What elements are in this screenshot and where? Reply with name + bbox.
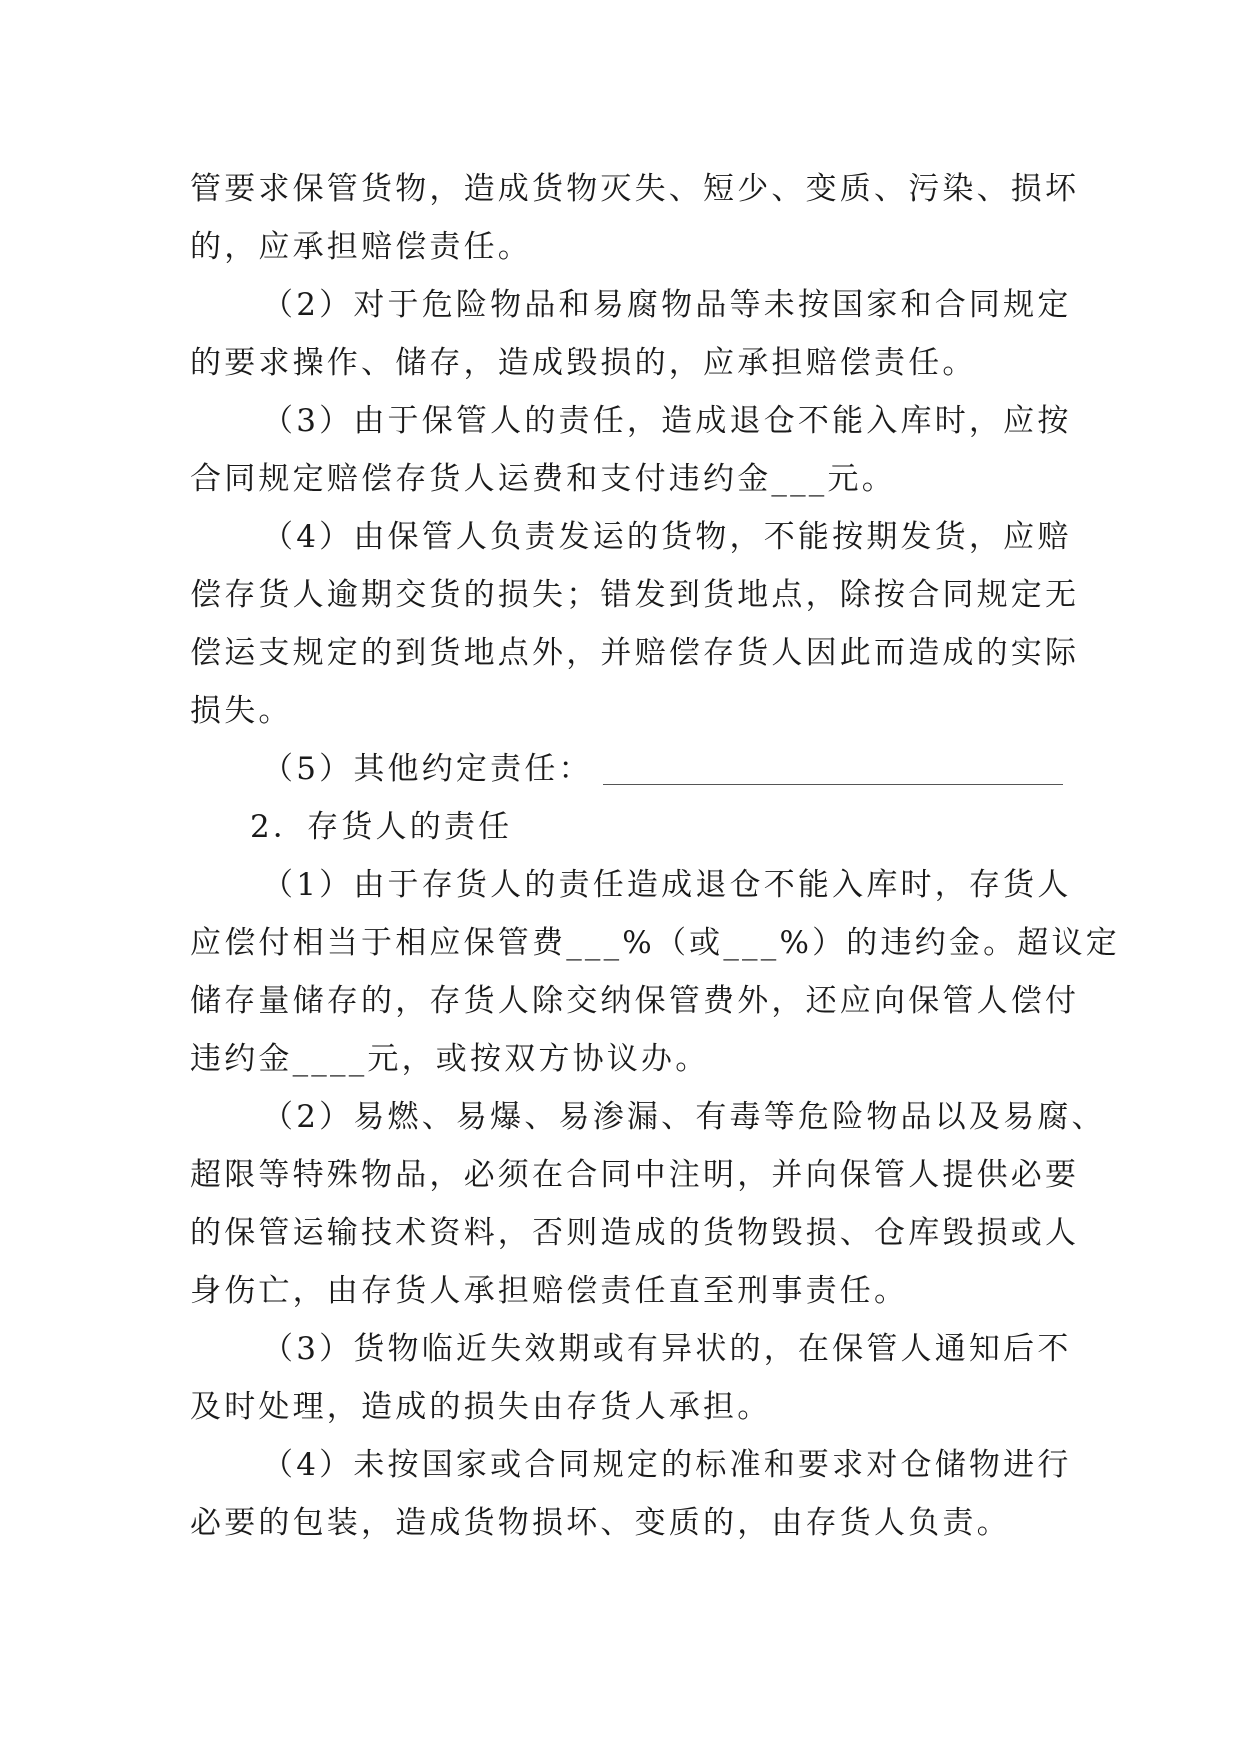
text-line: 偿运支规定的到货地点外，并赔偿存货人因此而造成的实际 [190,635,1080,671]
document-body [190,160,1120,1552]
text-line: 管要求保管货物，造成货物灭失、短少、变质、污染、损坏 [190,171,1080,207]
text-line: 违约金____元，或按双方协议办。 [190,1041,710,1077]
text-line: 的保管运输技术资料，否则造成的货物毁损、仓库毁损或人 [190,1215,1080,1251]
clause-2-2-4: （4）未按国家或合同规定的标准和要求对仓储物进行 [262,1447,1072,1483]
text-line: 应偿付相当于相应保管费___%（或___%）的违约金。超议定 [190,925,1120,961]
clause-2-1-2: （2）对于危险物品和易腐物品等未按国家和合同规定 [262,287,1072,323]
clause-2-1-4: （4）由保管人负责发运的货物，不能按期发货，应赔 [262,519,1072,555]
text-line: 及时处理，造成的损失由存货人承担。 [190,1389,772,1425]
text-line: 偿存货人逾期交货的损失；错发到货地点，除按合同规定无 [190,577,1080,613]
clause-2-2-3: （3）货物临近失效期或有异状的，在保管人通知后不 [262,1331,1072,1367]
clause-2-2-2: （2）易燃、易爆、易渗漏、有毒等危险物品以及易腐、 [262,1099,1106,1135]
clause-2-1-5 [190,740,1070,798]
text-line: 损失。 [190,693,293,729]
clause-2-1-3: （3）由于保管人的责任，造成退仓不能入库时，应按 [262,403,1072,439]
text-line: 身伤亡，由存货人承担赔偿责任直至刑事责任。 [190,1273,909,1309]
text-line: 超限等特殊物品，必须在合同中注明，并向保管人提供必要 [190,1157,1080,1193]
text-line: 储存量储存的，存货人除交纳保管费外，还应向保管人偿付 [190,983,1080,1019]
text-line: 的要求操作、储存，造成毁损的，应承担赔偿责任。 [190,345,977,381]
fill-in-blank [603,756,1063,785]
text-line: 的，应承担赔偿责任。 [190,229,532,265]
text-line: 必要的包装，造成货物损坏、变质的，由存货人负责。 [190,1505,1011,1541]
section-heading: 2．存货人的责任 [250,809,513,845]
clause-2-2-1: （1）由于存货人的责任造成退仓不能入库时，存货人 [262,867,1072,903]
clause-2-1-5-label: （5）其他约定责任： [262,751,593,787]
text-line: 合同规定赔偿存货人运费和支付违约金___元。 [190,461,896,497]
